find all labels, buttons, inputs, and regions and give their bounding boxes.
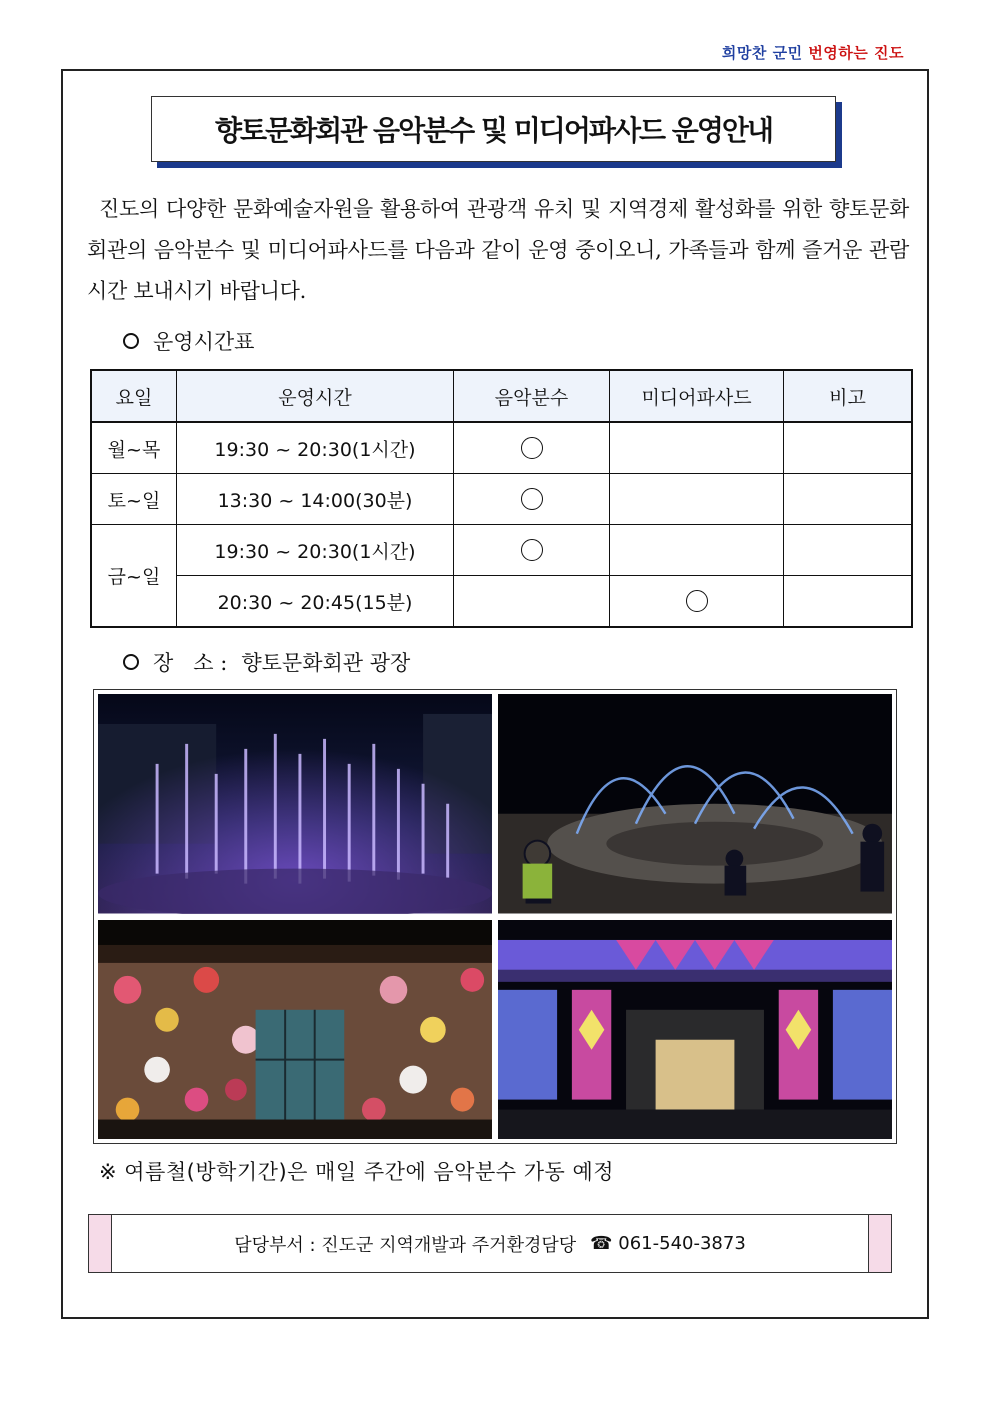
col-header-time: 운영시간 [177, 370, 454, 422]
telephone-icon: ☎ [590, 1233, 613, 1254]
schedule-heading-text: 운영시간표 [153, 330, 255, 354]
contact-phone: 061-540-3873 [618, 1233, 746, 1254]
slogan-word-4: 진도 [874, 44, 904, 62]
contact-box [88, 1214, 892, 1273]
cell-facade [610, 422, 784, 474]
contact-side-right [868, 1215, 891, 1272]
table-row [91, 474, 912, 525]
cell-time: 19:30 ~ 20:30(1시간) [177, 525, 454, 576]
col-header-fountain: 음악분수 [454, 370, 610, 422]
photo-grid [93, 689, 897, 1144]
circle-mark-icon [686, 590, 708, 612]
table-row [91, 422, 912, 474]
table-row [91, 576, 912, 628]
circle-mark-icon [521, 539, 543, 561]
cell-fountain [454, 576, 610, 628]
cell-facade [610, 576, 784, 628]
bullet-circle-icon [123, 333, 139, 349]
slogan-word-3: 번영하는 [808, 44, 869, 62]
fountain-photo-purple [98, 694, 492, 914]
cell-note [784, 576, 913, 628]
table-header-row [91, 370, 912, 422]
summer-note: ※ 여름철(방학기간)은 매일 주간에 음악분수 가동 예정 [99, 1160, 615, 1184]
location-value: 향토문화회관 광장 [241, 651, 411, 675]
cell-note [784, 525, 913, 576]
col-header-facade: 미디어파사드 [610, 370, 784, 422]
cell-day: 토~일 [91, 474, 177, 525]
contact-content [112, 1215, 868, 1272]
schedule-table [90, 369, 913, 628]
cell-day: 월~목 [91, 422, 177, 474]
cell-facade [610, 525, 784, 576]
cell-time: 20:30 ~ 20:45(15분) [177, 576, 454, 628]
slogan-word-1: 희망찬 [721, 44, 767, 62]
intro-paragraph: 진도의 다양한 문화예술자원을 활용하여 관광객 유치 및 지역경제 활성화를 위한 향토문화회관의 음악분수 및 미디어파사드를 다음과 같이 운영 중이오니, 가족들과 함께 즐거운 관람 시간 보내시기 바랍니다. [87, 197, 909, 303]
circle-mark-icon [521, 437, 543, 459]
schedule-heading [123, 326, 254, 356]
facade-photo-geometric [498, 920, 892, 1140]
circle-mark-icon [521, 488, 543, 510]
location-line [123, 647, 410, 677]
fountain-photo-blue [498, 694, 892, 914]
contact-department: 담당부서 : 진도군 지역개발과 주거환경담당 [234, 1234, 577, 1256]
slogan-word-2: 군민 [772, 44, 803, 62]
page-title: 향토문화회관 음악분수 및 미디어파사드 운영안내 [214, 114, 772, 147]
table-row [91, 525, 912, 576]
cell-fountain [454, 474, 610, 525]
cell-day: 금~일 [91, 525, 177, 628]
cell-time: 19:30 ~ 20:30(1시간) [177, 422, 454, 474]
cell-note [784, 422, 913, 474]
slogan [722, 42, 904, 63]
title-box [151, 96, 836, 162]
col-header-note: 비고 [784, 370, 913, 422]
bullet-circle-icon [123, 654, 139, 670]
contact-phone-group [590, 1233, 746, 1254]
cell-facade [610, 474, 784, 525]
col-header-day: 요일 [91, 370, 177, 422]
document-frame [61, 69, 929, 1319]
location-label: 장 소 : [153, 651, 228, 675]
cell-fountain [454, 422, 610, 474]
contact-side-left [89, 1215, 112, 1272]
cell-time: 13:30 ~ 14:00(30분) [177, 474, 454, 525]
cell-fountain [454, 525, 610, 576]
cell-note [784, 474, 913, 525]
facade-photo-flowers [98, 920, 492, 1140]
